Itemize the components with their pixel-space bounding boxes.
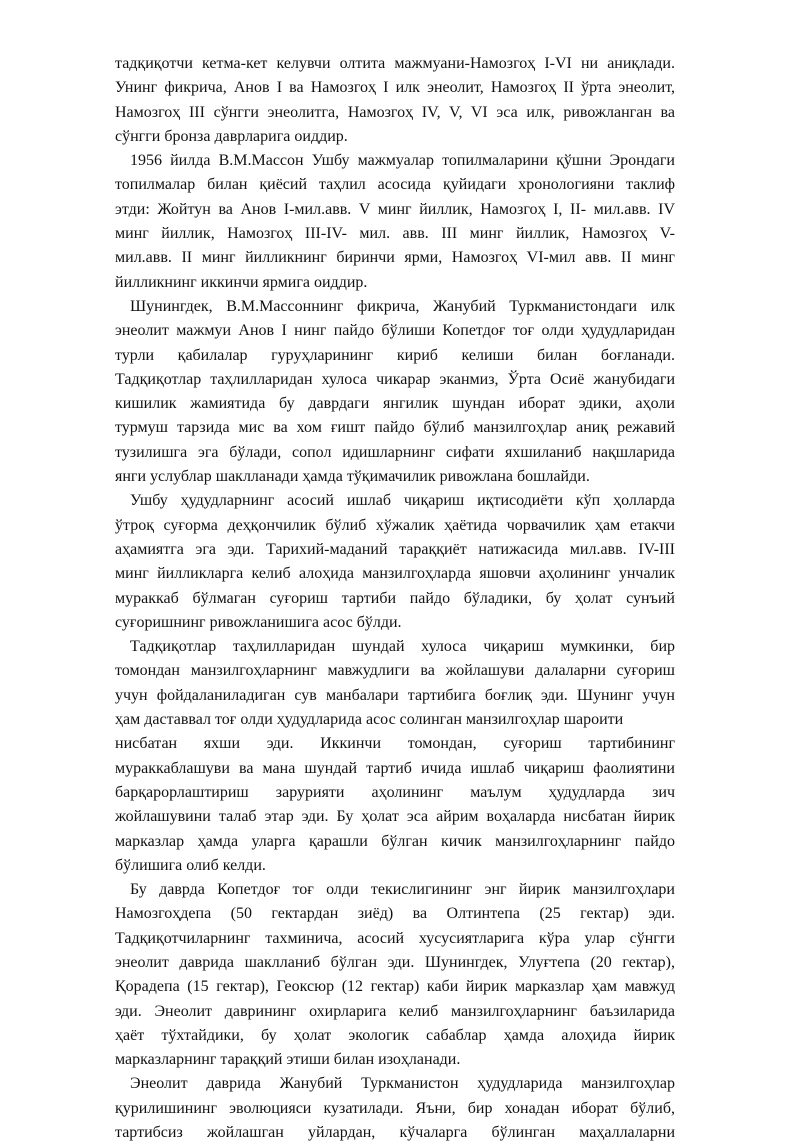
text-line: жойлашувини талаб этар эди. Бу ҳолат эса айрим воҳаларда нисбатан йирик [115, 808, 675, 826]
text-line: марказларнинг тараққий этиши билан изоҳланади. [115, 1051, 461, 1069]
text-line: сўнгги бронза даврларига оиддир. [115, 127, 348, 145]
paragraph-2 [115, 149, 675, 295]
text-line: қурилишининг эволюцияси кузатилади. Яъни, бир хонадан иборат бўлиб, [115, 1099, 675, 1117]
text-line: топилмалар билан қиёсий таҳлил асосида қуйидаги хронологияни таклиф [115, 176, 675, 194]
text-line: эди. Энеолит даврининг охирларига келиб манзилгоҳларнинг баъзиларида [115, 1002, 675, 1020]
text-line: йилликнинг иккинчи ярмига оиддир. [115, 273, 368, 291]
text-line: Тадқиқотчиларнинг тахминича, асосий хусусиятларига кўра улар сўнгги [115, 929, 675, 947]
text-line: барқарорлаштириш зарурияти аҳолининг маълум ҳудудларда зич [115, 783, 675, 801]
text-line: Тадқиқотлар таҳлилларидан хулоса чикарар эканмиз, Ўрта Осиё жанубидаги [115, 370, 675, 388]
paragraph-1 [115, 52, 675, 149]
text-line: тартибсиз жойлашган уйлардан, кўчаларга бўлинган маҳаллаларни [115, 1124, 675, 1142]
text-line: бўлишига олиб келди. [115, 856, 266, 874]
text-line: аҳамиятга эга эди. Тарихий-маданий тараққиёт натижасида мил.авв. IV-III [115, 540, 675, 558]
text-line: 1956 йилда В.М.Массон Ушбу мажмуалар топилмаларини қўшни Эрондаги [130, 152, 675, 170]
text-line: турмуш тарзида мис ва хом ғишт пайдо бўлиб манзилгоҳлар аниқ режавий [115, 419, 675, 437]
text-line: марказлар ҳамда уларга қарашли бўлган кичик манзилгоҳларнинг пайдо [115, 832, 675, 850]
text-line: этди: Жойтун ва Анов I-мил.авв. V минг йиллик, Намозгоҳ I, II- мил.авв. IV [115, 200, 675, 218]
text-line: Шунингдек, В.М.Массоннинг фикрича, Жанубий Туркманистондаги илк [130, 297, 675, 315]
text-line: мураккаблашуви ва мана шундай тартиб ичида ишлаб чиқариш фаолиятини [115, 759, 675, 777]
text-line: энеолит мажмуи Анов I нинг пайдо бўлиши Копетдоғ тоғ олди ҳудудларидан [115, 322, 675, 340]
text-line: энеолит даврида шаклланиб бўлган эди. Шунингдек, Улуғтепа (20 гектар), [115, 953, 675, 971]
document-page [115, 52, 675, 1145]
text-line: ўтроқ суғорма деҳқончилик бўлиб хўжалик ҳаётида чорвачилик ҳам етакчи [115, 516, 675, 534]
text-line: кишилик жамиятида бу даврдаги янгилик шундан иборат эдики, аҳоли [115, 395, 675, 413]
text-line: тадқиқотчи кетма-кет келувчи олтита мажмуани-Намозгоҳ I-VI ни аниқлади. [115, 55, 675, 72]
paragraph-3 [115, 295, 675, 489]
text-line: ҳаёт тўхтайдики, бу ҳолат экологик сабаблар ҳамда алоҳида йирик [115, 1026, 675, 1044]
text-line: мураккаб бўлмаган суғориш тартиби пайдо бўладики, бу ҳолат сунъий [115, 589, 675, 607]
text-line: янги услублар шаклланади ҳамда тўқимачилик ривожлана бошлайди. [115, 468, 590, 486]
text-line: тузилишга эга бўлади, сопол идишларнинг сифати яхшиланиб нақшларида [115, 443, 675, 461]
text-line: томондан манзилгоҳларнинг мавжудлиги ва жойлашуви далаларни суғориш [115, 662, 675, 680]
text-line: минг йиллик, Намозгоҳ III-IV- мил. авв. III минг йиллик, Намозгоҳ V- [115, 225, 675, 243]
text-line: минг йилликларга келиб алоҳида манзилгоҳларда яшовчи аҳолининг унчалик [115, 565, 675, 583]
text-line: Энеолит даврида Жанубий Туркманистон ҳудудларида манзилгоҳлар [130, 1075, 675, 1093]
text-line: Намозгоҳдепа (50 гектардан зиёд) ва Олтинтепа (25 гектар) эди. [115, 905, 675, 923]
paragraph-4 [115, 489, 675, 635]
text-line: Тадқиқотлар таҳлилларидан шундай хулоса чиқариш мумкинки, бир [130, 638, 675, 656]
text-line: Унинг фикрича, Анов I ва Намозгоҳ I илк энеолит, Намозгоҳ II ўрта энеолит, [115, 79, 675, 97]
text-line: Қорадепа (15 гектар), Геоксюр (12 гектар) каби йирик марказлар ҳам мавжуд [115, 978, 675, 996]
text-line: Бу даврда Копетдоғ тоғ олди текислигининг энг йирик манзилгоҳлари [130, 881, 675, 899]
text-line: мил.авв. II минг йилликнинг биринчи ярми, Намозгоҳ VI-мил авв. II минг [115, 249, 675, 267]
paragraph-5 [115, 635, 675, 878]
text-line: Ушбу ҳудудларнинг асосий ишлаб чиқариш иқтисодиёти кўп ҳолларда [130, 492, 675, 510]
text-line: нисбатан яхши эди. Иккинчи томондан, суғориш тартибининг [115, 735, 675, 753]
text-line: учун фойдаланиладиган сув манбалари тартибига боғлиқ эди. Шунинг учун [115, 686, 675, 704]
text-line: турли қабилалар гуруҳларининг кириб келиши билан боғланади. [115, 346, 675, 364]
text-line: Намозгоҳ III сўнгги энеолитга, Намозгоҳ IV, V, VI эса илк, ривожланган ва [115, 103, 675, 121]
text-line: ҳам даставвал тоғ олди ҳудудларида асос солинган манзилгоҳлар шароити [115, 711, 624, 729]
paragraph-6 [115, 878, 675, 1072]
paragraph-7 [115, 1072, 675, 1145]
text-line: суғоришнинг ривожланишига асос бўлди. [115, 613, 402, 631]
